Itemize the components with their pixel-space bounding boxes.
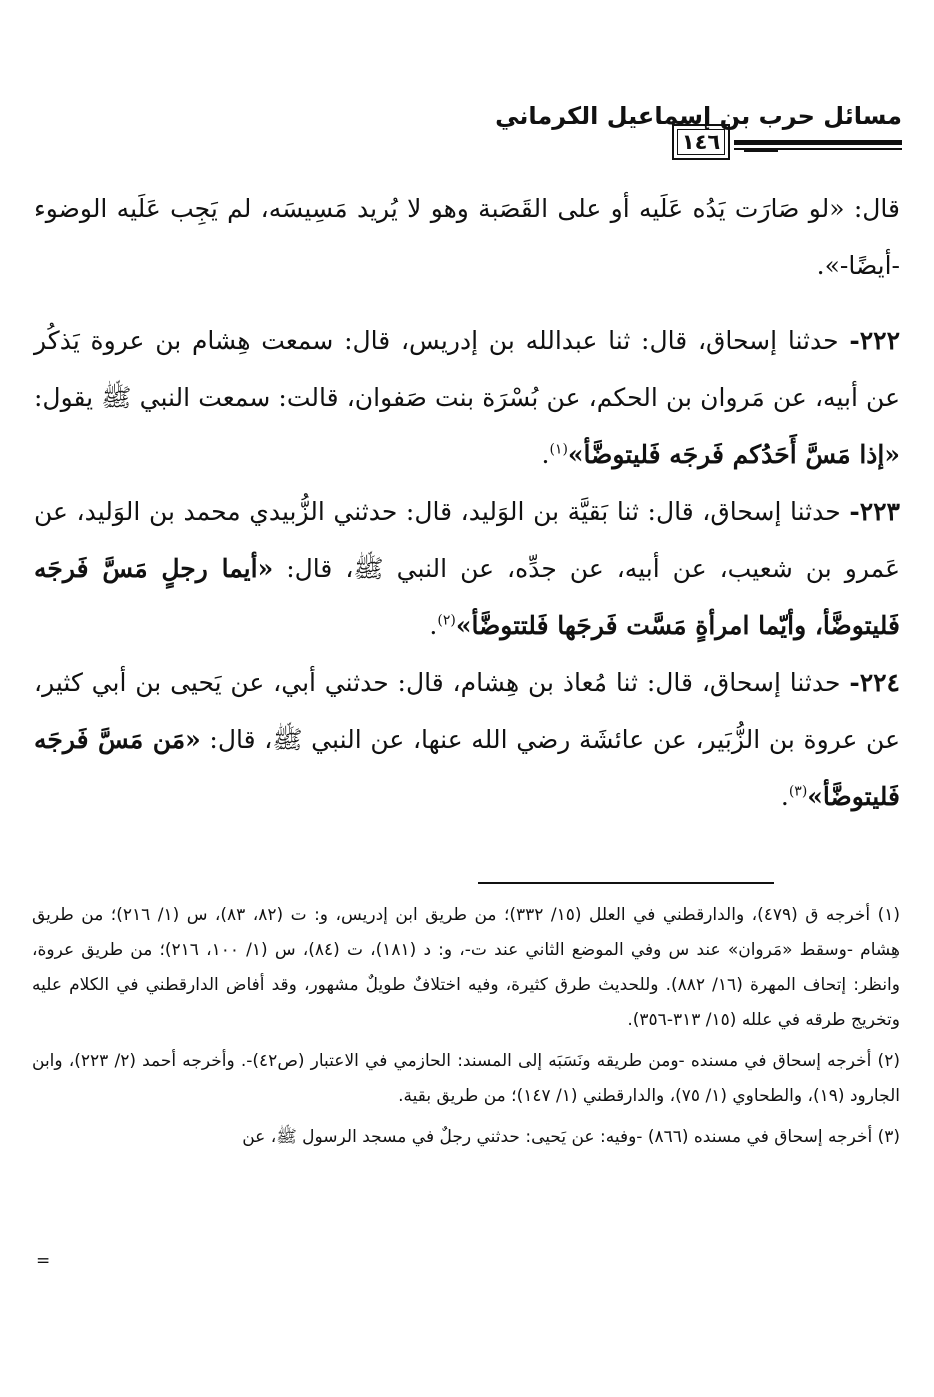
footnote-ref-2[interactable]: (٢) — [437, 612, 456, 629]
continuation-mark: = — [36, 1251, 51, 1271]
hadith-text-222: «إذا مَسَّ أَحَدُكم فَرجَه فَليتوضَّأ» — [567, 440, 900, 469]
paragraph-continuation: قال: «لو صَارَت يَدُه عَلَيه أو على القَصَبة وهو لا يُريد مَسِيسَه، لم يَجِب عَلَيه الوضوء -أيضًا-». — [34, 194, 900, 280]
paragraph-223: ٢٢٣- حدثنا إسحاق، قال: ثنا بَقيَّة بن الوَليد، قال: حدثني الزُّبيدي محمد بن الوَليد، عن عَمرو بن شعيب، عن أبيه، عن جدِّه، عن النبي ﷺ، قال: «أيما رجلٍ مَسَّ فَرجَه فَليتوضَّأ، وأيّما امرأةٍ مَسَّت فَرجَها فَلتتوضَّأ»$^{(٢)}$. — [34, 497, 900, 640]
hadith-text-224: «مَن مَسَّ فَرجَه فَليتوضَّأ» — [34, 725, 900, 811]
isnad-223: حدثنا إسحاق، قال: ثنا بَقيَّة بن الوَليد، قال: حدثني الزُّبيدي محمد بن الوَليد، عن عَمرو بن شعيب، عن أبيه، عن جدِّه، عن النبي ﷺ، قال: — [34, 497, 900, 583]
main-text — [34, 180, 900, 825]
footnote-ref-3[interactable]: (٣) — [788, 783, 808, 800]
book-title: مسائل حرب بن إسماعيل الكرماني — [495, 102, 902, 130]
paragraph-224: ٢٢٤- حدثنا إسحاق، قال: ثنا مُعاذ بن هِشام، قال: حدثني أبي، عن يَحيى بن أبي كثير، عن عروة بن الزُّبَير، عن عائشَة رضي الله عنها، عن النبي ﷺ، قال: «مَن مَسَّ فَرجَه فَليتوضَّأ»$^{(٣)}$. — [34, 668, 901, 811]
footnote-1: (١) أخرجه ق (٤٧٩)، والدارقطني في العلل (١٥/ ٣٣٢)؛ من طريق ابن إدريس، و: ت (٨٢، ٨٣)، س (١/ ٢١٦)؛ من طريق هِشام -وسقط «مَروان» عند س وفي الموضع الثاني عند ت-، و: د (١٨١)، ت (٨٤)، س (١/ ١٠٠، ٢١٦)؛ من طريق عروة، وانظر: إتحاف المهرة (١٦/ ٨٨٢). وللحديث طرق كثيرة، وفيه اختلافٌ طويلٌ مشهور، وقد أفاض الدارقطني في الكلام عليه وتخريج طرقه في علله (١٥/ ٣١٣-٣٥٦). — [32, 905, 901, 1030]
isnad-224: حدثنا إسحاق، قال: ثنا مُعاذ بن هِشام، قال: حدثني أبي، عن يَحيى بن أبي كثير، عن عروة بن الزُّبَير، عن عائشَة رضي الله عنها، عن النبي ﷺ، قال: — [34, 668, 901, 754]
entry-number-223: ٢٢٣- — [849, 497, 900, 526]
footnotes — [32, 898, 900, 1155]
footnote-separator — [478, 882, 774, 884]
footnote-2: (٢) أخرجه إسحاق في مسنده -ومن طريقه ونَسَبَه إلى المسند: الحازمي في الاعتبار (ص٤٢)-. وأخرجه أحمد (٢/ ٢٢٣)، وابن الجارود (١٩)، والطحاوي (١/ ٧٥)، والدارقطني (١/ ١٤٧)؛ من طريق بقية. — [32, 1051, 900, 1106]
entry-number-222: ٢٢٢- — [849, 326, 901, 355]
paragraph-222: ٢٢٢- حدثنا إسحاق، قال: ثنا عبدالله بن إدريس، قال: سمعت هِشام بن عروة يَذكُر عن أبيه، عن مَروان بن الحكم، عن بُسْرَة بنت صَفوان، قالت: سمعت النبي ﷺ يقول: «إذا مَسَّ أَحَدُكم فَرجَه فَليتوضَّأ»$^{(١)}$. — [34, 326, 901, 469]
footnote-ref-1[interactable]: (١) — [549, 441, 568, 458]
page-number: ١٤٦ — [672, 124, 730, 160]
isnad-222: حدثنا إسحاق، قال: ثنا عبدالله بن إدريس، قال: سمعت هِشام بن عروة يَذكُر عن أبيه، عن مَروان بن الحكم، عن بُسْرَة بنت صَفوان، قالت: سمعت النبي ﷺ يقول: — [34, 326, 900, 412]
entry-number-224: ٢٢٤- — [849, 668, 900, 697]
footnote-3: (٣) أخرجه إسحاق في مسنده (٨٦٦) -وفيه: عن يَحيى: حدثني رجلٌ في مسجد الرسول ﷺ، عن — [242, 1127, 900, 1147]
hadith-text-223: «أيما رجلٍ مَسَّ فَرجَه فَليتوضَّأ، وأيّما امرأةٍ مَسَّت فَرجَها فَلتتوضَّأ» — [34, 554, 900, 640]
header-rule-left-bottom — [744, 148, 778, 152]
header-rule-left-top — [744, 140, 778, 144]
